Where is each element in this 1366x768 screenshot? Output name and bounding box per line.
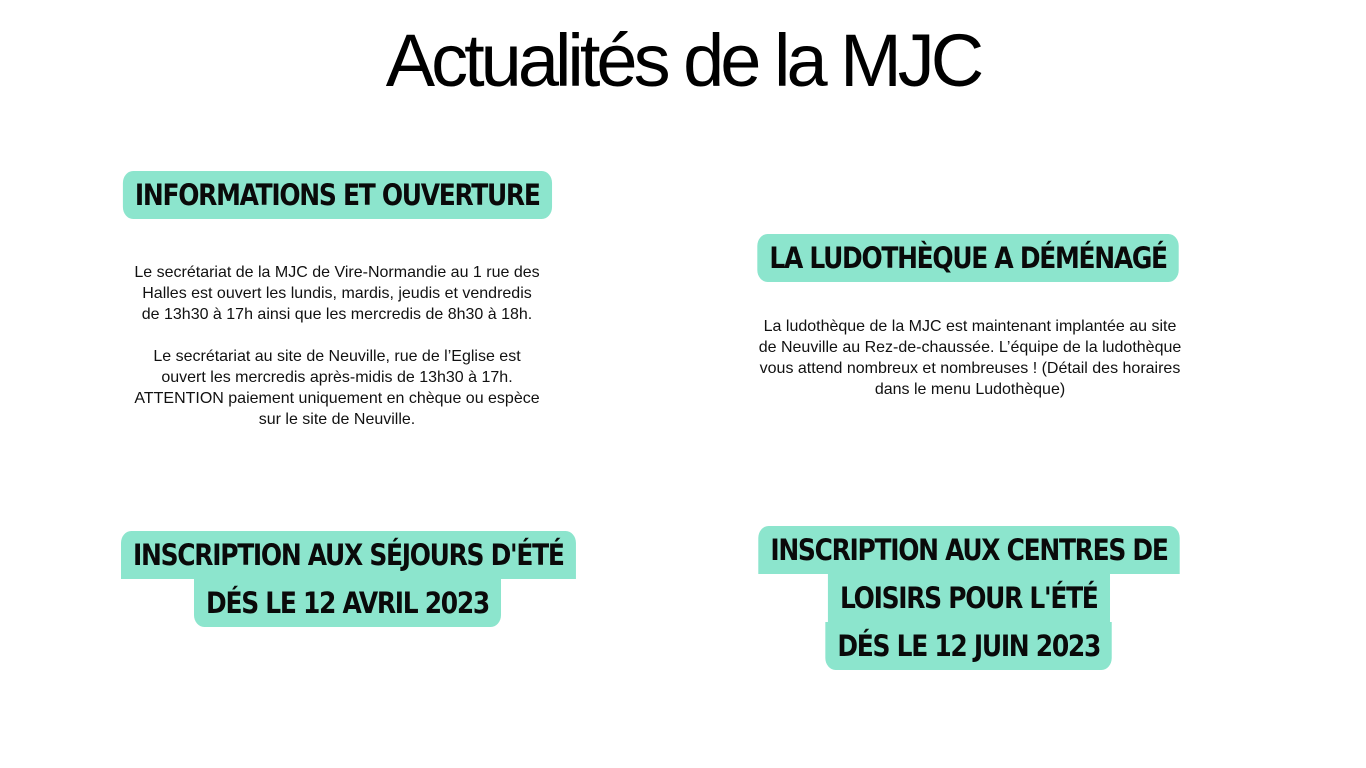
heading-line: INSCRIPTION AUX SÉJOURS D'ÉTÉ xyxy=(121,531,576,579)
card-centres-heading xyxy=(765,526,1173,670)
heading-line: DÉS LE 12 JUIN 2023 xyxy=(826,622,1113,670)
heading-line: LA LUDOTHÈQUE A DÉMÉNAGÉ xyxy=(757,234,1179,282)
paragraph: La ludothèque de la MJC est maintenant implantée au site de Neuville au Rez-de-chaussée. L’équipe de la ludothèque vous attend nombreux et nombreuses ! (Détail des horaires dans le menu Ludothèque) xyxy=(758,318,1182,398)
paragraph: Le secrétariat de la MJC de Vire-Normandie au 1 rue des Halles est ouvert les lundis, mardis, jeudis et vendredis de 13h30 à 17h ainsi que les mercredis de 8h30 à 18h. xyxy=(134,264,540,323)
card-informations-heading xyxy=(132,171,542,219)
paragraph: Le secrétariat au site de Neuville, rue de l’Eglise est ouvert les mercredis après-midis de 13h30 à 17h. ATTENTION paiement uniquement en chèque ou espèce sur le site de Neuville. xyxy=(134,348,540,428)
card-ludotheque-text xyxy=(758,316,1182,400)
card-sejours-heading xyxy=(126,531,570,627)
heading-line: INFORMATIONS ET OUVERTURE xyxy=(123,171,552,219)
heading-line: INSCRIPTION AUX CENTRES DE xyxy=(758,526,1179,574)
card-informations-text xyxy=(132,262,542,430)
heading-line: DÉS LE 12 AVRIL 2023 xyxy=(194,579,501,627)
heading-line: LOISIRS POUR L'ÉTÉ xyxy=(828,574,1110,622)
card-ludotheque-heading xyxy=(758,234,1178,282)
page-title: Actualités de la MJC xyxy=(385,19,981,102)
paragraph-spacer xyxy=(132,325,542,346)
